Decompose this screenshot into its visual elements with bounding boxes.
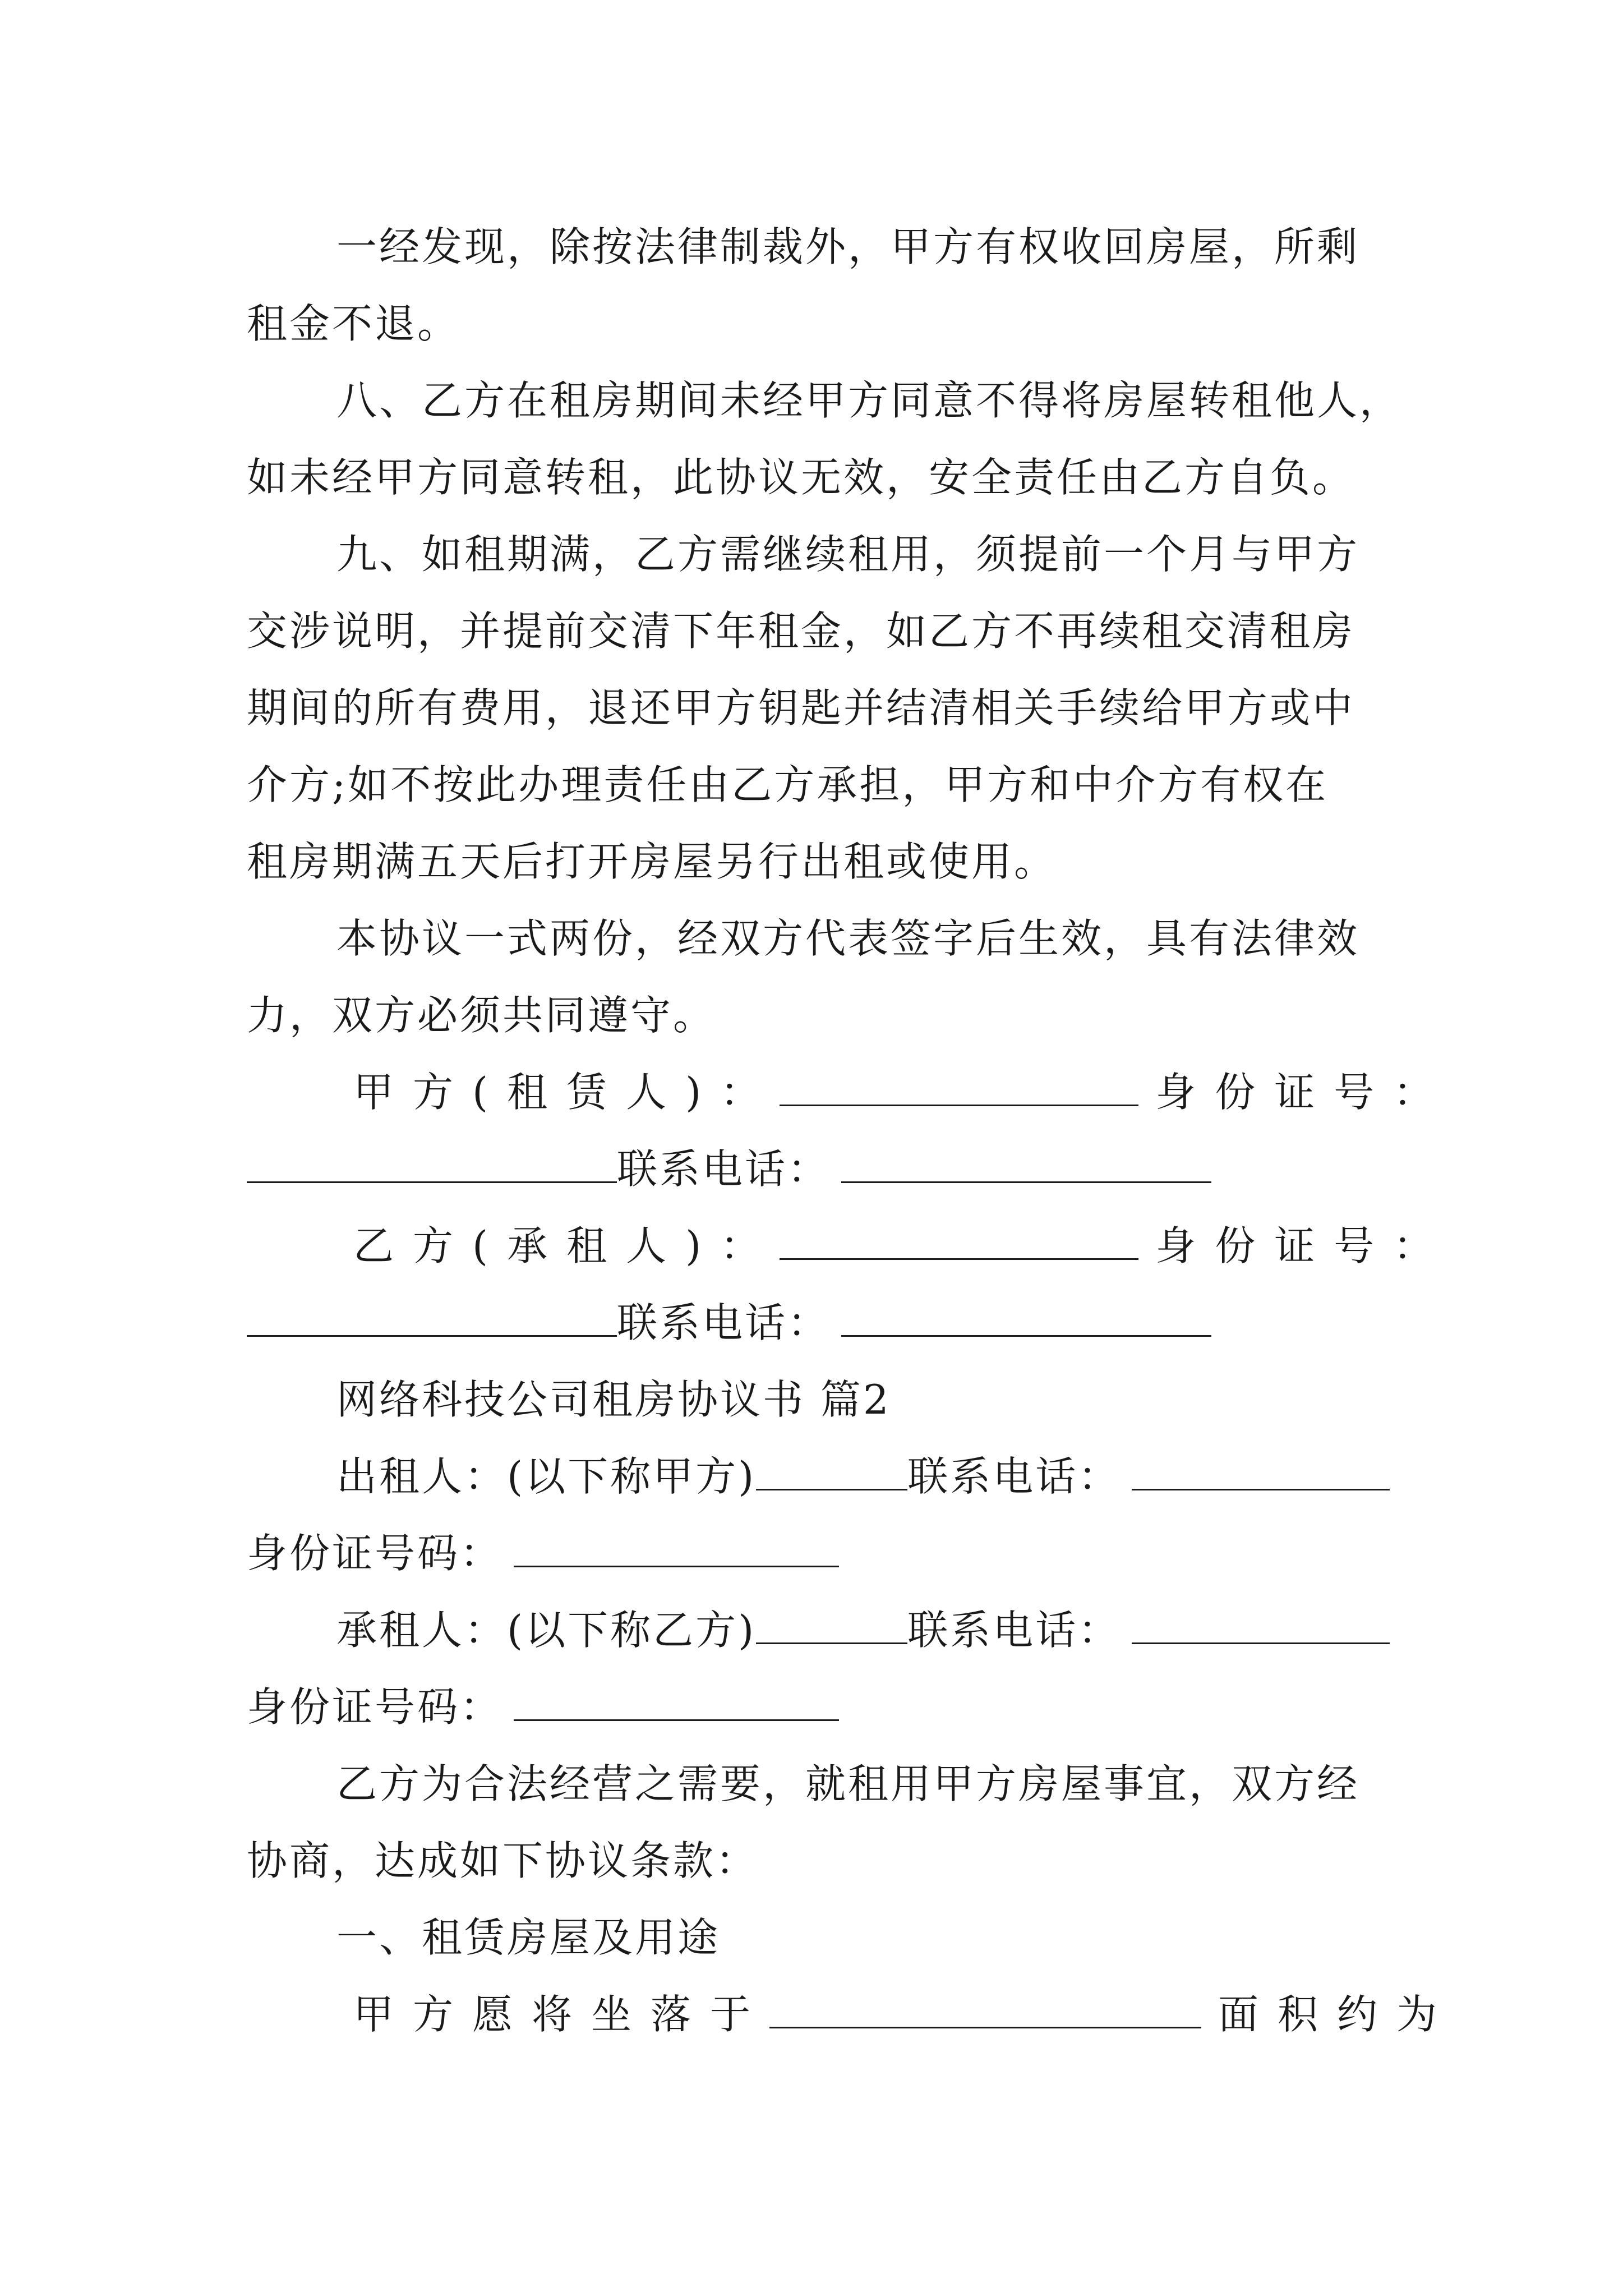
lessor-id-label: 身份证号码： [247,1530,503,1577]
lessor-row [336,1448,1390,1504]
party-a-name-blank[interactable] [780,1066,1138,1106]
clause-8-line: 八、乙方在租房期间未经甲方同意不得将房屋转租他人， [336,377,1403,424]
lessee-name-blank[interactable] [756,1604,907,1644]
party-b-phone-row [247,1295,1211,1351]
party-a-phone-row [247,1141,1211,1197]
party-a-id-label: 身份证号： [1155,1069,1453,1116]
party-a-phone-blank[interactable] [841,1143,1211,1183]
property-location-label: 甲方愿将坐落于 [353,1991,770,2038]
clause-9-line: 九、如租期满，乙方需继续租用，须提前一个月与甲方 [336,531,1360,578]
lessee-phone-label: 联系电话： [907,1607,1121,1654]
party-b-signature-row [353,1218,1453,1274]
party-a-id-blank[interactable] [247,1143,617,1183]
lessee-id-label: 身份证号码： [247,1683,503,1731]
paragraph-line: 期间的所有费用，退还甲方钥匙并结清相关手续给甲方或中 [247,684,1355,731]
party-b-name-blank[interactable] [780,1220,1138,1260]
lessor-phone-label: 联系电话： [907,1453,1121,1500]
lessee-phone-blank[interactable] [1132,1604,1390,1644]
clause-1-heading: 一、租赁房屋及用途 [336,1914,721,1961]
paragraph-line: 租房期满五天后打开房屋另行出租或使用。 [247,838,1057,885]
lessee-row [336,1602,1390,1658]
lessor-name-blank[interactable] [756,1451,907,1490]
paragraph-line: 力，双方必须共同遵守。 [247,992,716,1039]
lessee-id-blank[interactable] [514,1681,839,1721]
paragraph-line: 租金不退。 [247,300,460,347]
paragraph-line: 一经发现，除按法律制裁外，甲方有权收回房屋，所剩 [336,223,1360,270]
section-heading: 网络科技公司租房协议书 篇2 [336,1376,891,1423]
lessor-label: 出租人：(以下称甲方) [336,1453,757,1500]
paragraph-line: 乙方为合法经营之需要，就租用甲方房屋事宜，双方经 [336,1760,1360,1807]
party-b-id-blank[interactable] [247,1297,617,1337]
lessor-phone-blank[interactable] [1132,1451,1390,1490]
party-b-phone-label: 联系电话： [617,1299,831,1346]
paragraph-line: 如未经甲方同意转租，此协议无效，安全责任由乙方自负。 [247,454,1355,501]
party-a-label: 甲方(租赁人)： [353,1069,780,1116]
party-b-phone-blank[interactable] [841,1297,1211,1337]
lessor-id-blank[interactable] [514,1527,839,1567]
lessee-label: 承租人：(以下称乙方) [336,1607,757,1654]
party-b-id-label: 身份证号： [1155,1222,1453,1269]
party-a-phone-label: 联系电话： [617,1145,831,1193]
lessee-id-row [247,1679,839,1735]
property-area-label: 面积约为 [1218,1991,1456,2038]
party-b-label: 乙方(承租人)： [353,1222,780,1269]
paragraph-line: 介方;如不按此办理责任由乙方承担，甲方和中介方有权在 [247,761,1329,808]
agreement-line: 本协议一式两份，经双方代表签字后生效，具有法律效 [336,915,1360,962]
property-location-row [353,1986,1456,2042]
lessor-id-row [247,1525,839,1581]
party-a-signature-row [353,1064,1453,1120]
property-location-blank[interactable] [769,1989,1201,2028]
paragraph-line: 交涉说明，并提前交清下年租金，如乙方不再续租交清租房 [247,608,1355,655]
paragraph-line: 协商，达成如下协议条款： [247,1837,759,1884]
